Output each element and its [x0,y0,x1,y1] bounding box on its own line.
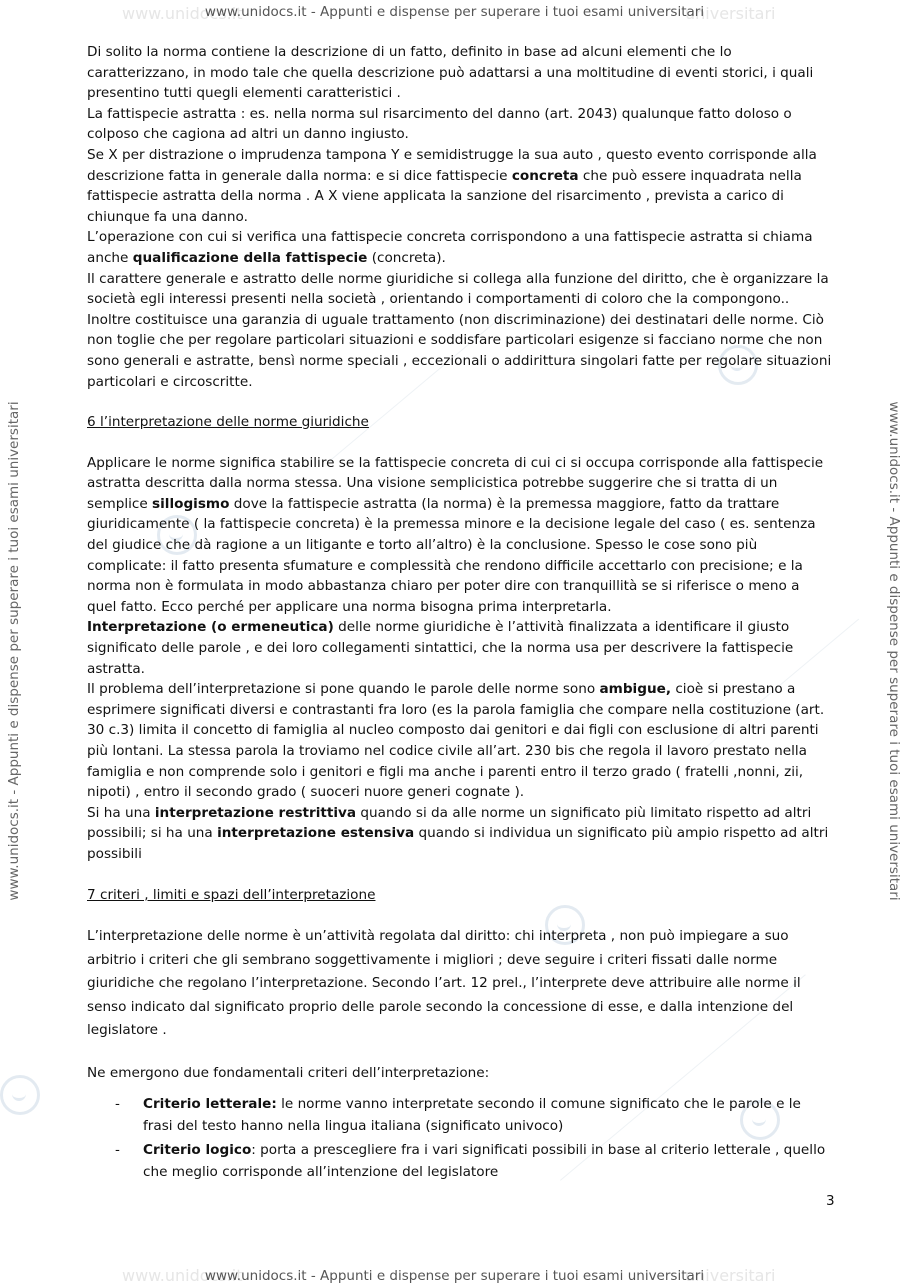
text: L’operazione con cui si verifica una fattispecie concreta corrispondono a una fattispecie astratta si chiama anche [87,229,813,266]
paragraph: L’interpretazione delle norme è un’attività regolata dal diritto: chi interpreta , non può impiegare a suo arbitrio i criteri che gli sembrano soggettivamente i migliori ; deve seguire i criteri fissati dalle norme giuridiche che regolano l’interpretazione. Secondo l’art. 12 prel., l’interprete deve attribuire alle norme il senso indicato dal significato proprio delle parole secondo la concessione di esse, e dalla intenzione del legislatore . [87,928,801,1039]
watermark-top: www.unidocs.it - Appunti e dispense per superare i tuoi esami universitari [204,4,705,20]
section-heading: 7 criteri , limiti e spazi dell’interpretazione [87,886,376,903]
text: quando si da alle norme un significato più limitato rispetto ad altri possibili; si ha una [87,804,812,842]
paragraph [87,679,832,803]
text: Si ha una [87,804,155,821]
text: delle norme giuridiche è l’attività finalizzata a identificare il giusto significato delle parole , e dei loro collegamenti sintattici, che la norma usa per descrivere la fattispecie astratta. [87,619,794,677]
paragraph: Il carattere generale e astratto delle norme giuridiche si collega alla funzione del diritto, che è organizzare la società egli interessi presenti nella società , orientando i comportamenti di coloro che la compongono.. [87,270,829,308]
watermark-logo-icon [0,1075,40,1115]
paragraph: Inoltre costituisce una garanzia di uguale trattamento (non discriminazione) dei destinatari delle norme. Ciò non toglie che per regolare particolari situazioni e soddisfare particolari esigenze si facciano norme che non sono generali e astratte, bensì norme speciali , eccezionali o addirittura singolari fatte per regolare situazioni particolari e circoscritte. [87,311,832,390]
paragraph: Ne emergono due fondamentali criteri dell’interpretazione: [87,1064,490,1081]
bullet-dash: - [115,1096,120,1113]
text: quando si individua un significato più ampio rispetto ad altri possibili [87,825,829,862]
text: cioè si prestano a esprimere significati diversi e contrastanti fra loro (es la parola famiglia che compare nella costituzione (art. 30 c.3) limita il concetto di famiglia al nucleo composto dai genitori e dai figli con esclusione di altri parenti più lontani. La stessa parola la troviamo nel codice civile all’art. 230 bis che regola il lavoro prestato nella famiglia e non comprende solo i genitori e figli ma anche i parenti entro il terzo grado ( fratelli ,nonni, zii, nipoti) , entro il secondo grado ( suoceri nuore generi cognate ). [87,681,825,801]
watermark-bottom: www.unidocs.it - Appunti e dispense per superare i tuoi esami universitari [204,1268,705,1284]
paragraph [87,453,832,618]
bold-term: Interpretazione (o ermeneutica) [87,619,334,636]
text: : porta a prescegliere fra i vari significati possibili in base al criterio letterale , quello che meglio corrisponde all’intenzione del legislatore [143,1142,826,1181]
text: Applicare le norme significa stabilire se la fattispecie concreta di cui ci si occupa corrisponde alla fattispecie astratta descritta dalla norma stessa. Una visione semplicistica potrebbe suggerire che si tratta di un semplice [87,454,824,512]
watermark-right: www.unidocs.it - Appunti e dispense per superare i tuoi esami universitari [886,401,902,901]
page-number: 3 [826,1193,835,1209]
watermark-left: www.unidocs.it - Appunti e dispense per superare i tuoi esami universitari [6,401,22,901]
list-item [87,1139,832,1183]
bullet-dash: - [115,1142,120,1159]
bold-term: concreta [511,167,579,184]
text: Se X per distrazione o imprudenza tampona Y e semidistrugge la sua auto , questo evento corrisponde alla descrizione fatta in generale dalla norma: e si dice fattispecie [87,146,817,184]
section-heading: 6 l’interpretazione delle norme giuridiche [87,414,369,431]
text: dove la fattispecie astratta (la norma) è la premessa maggiore, fatto da trattare giuridicamente ( la fattispecie concreta) è la premessa minore e la decisione legale del caso ( es. sentenza del giudice che dà ragione a un litigante e torto all’altro) è la conclusione. Spesso le cose sono più complicate: il fatto presenta sfumature e complessità che rendono difficile accettarlo con precisione; e la norma non è formulata in modo abbastanza chiaro per poter dire con tranquillità se si riferisce o meno a quel fatto. Ecco perché per applicare una norma bisogna prima interpretarla. [87,495,816,615]
bold-term: Criterio logico [143,1142,252,1159]
watermark-ghost-bottom-left: www.unidocs.it [122,1266,243,1285]
bold-term: Criterio letterale: [143,1096,277,1113]
paragraph: La fattispecie astratta : es. nella norma sul risarcimento del danno (art. 2043) qualunque fatto doloso o colposo che cagiona ad altri un danno ingiusto. [87,105,792,143]
watermark-ghost-top-right: universitari [685,4,776,23]
bold-term: interpretazione restrittiva [154,804,357,821]
document-body [87,42,832,1185]
paragraph [87,227,832,268]
criteria-list [87,1093,832,1183]
text: le norme vanno interpretate secondo il comune significato che le parole e le frasi del testo hanno nella lingua italiana (significato univoco) [143,1096,801,1135]
text: Il problema dell’interpretazione si pone quando le parole delle norme sono [87,681,600,698]
watermark-ghost-bottom-right: universitari [685,1266,776,1285]
bold-term: ambigue, [599,681,672,698]
paragraph [87,145,832,227]
bold-term: sillogismo [152,495,230,512]
list-item [87,1093,832,1137]
paragraph: Di solito la norma contiene la descrizione di un fatto, definito in base ad alcuni elementi che lo caratterizzano, in modo tale che quella descrizione può adattarsi a una moltitudine di eventi storici, i quali presentino tutti quegli elementi caratteristici . [87,44,814,102]
text: (concreta). [367,249,446,266]
paragraph [87,803,832,865]
text: che può essere inquadrata nella fattispecie astratta della norma . A X viene applicata la sanzione del risarcimento , prevista a carico di chiunque fa una danno. [87,167,802,225]
bold-term: interpretazione estensiva [217,825,415,842]
watermark-ghost-top-left: www.unidocs.it [122,4,243,23]
paragraph [87,617,832,679]
bold-term: qualificazione della fattispecie [132,249,368,266]
